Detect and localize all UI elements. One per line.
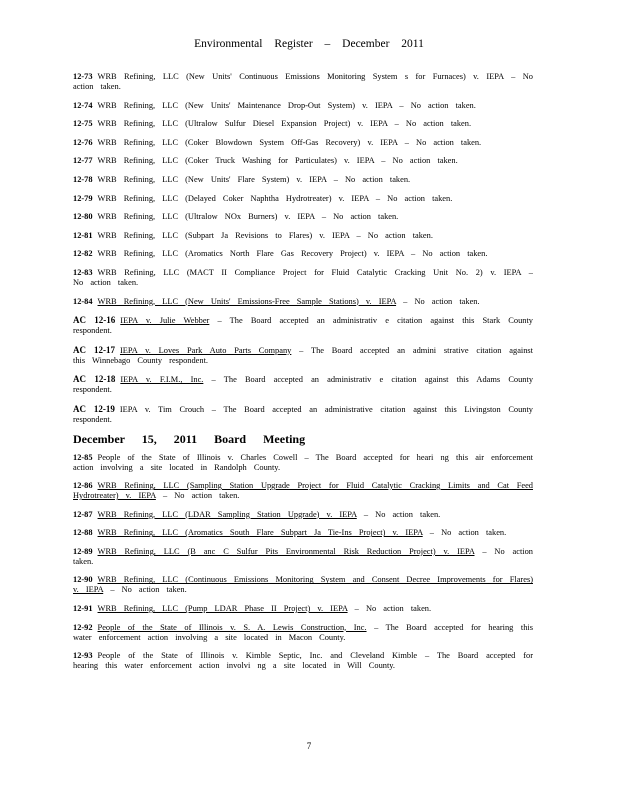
docket-number: 12-78: [73, 174, 93, 184]
docket-number: 12-90: [73, 575, 93, 585]
case-caption: WRB Refining, LLC (B anc C Sulfur Pits Environmental Risk Reduction Project) v. IEPA: [97, 546, 475, 556]
docket-number: 12-75: [73, 119, 93, 129]
docket-number: 12-77: [73, 156, 93, 166]
case-caption: IEPA v. F.I.M., Inc.: [120, 375, 204, 385]
docket-entry: [73, 119, 533, 129]
docket-entry: [73, 249, 533, 259]
entry-text: WRB Refining, LLC (Ultralow NOx Burners) v. IEPA – No action taken.: [97, 212, 399, 222]
docket-number: 12-79: [73, 193, 93, 203]
case-caption: WRB Refining, LLC (Aromatics South Flare Subpart Ja Tie-Ins Project) v. IEPA: [97, 528, 423, 538]
docket-entry: [73, 481, 533, 501]
entry-text: – No action taken.: [103, 585, 187, 595]
docket-entry: [73, 212, 533, 222]
docket-entry: [73, 651, 533, 671]
docket-number: 12-93: [73, 651, 93, 661]
entry-text: WRB Refining, LLC (New Units' Maintenance Drop-Out System) v. IEPA – No action taken.: [97, 100, 476, 110]
docket-number: AC 12-18: [73, 374, 116, 385]
docket-entry: [73, 231, 533, 241]
docket-number: 12-83: [73, 267, 93, 277]
entry-text: – No action taken.: [347, 604, 432, 614]
docket-number: 12-88: [73, 528, 93, 538]
docket-number: 12-91: [73, 604, 93, 614]
docket-number: 12-76: [73, 137, 93, 147]
docket-number: 12-86: [73, 481, 93, 491]
entry-text: – No action taken.: [73, 546, 533, 566]
docket-number: 12-84: [73, 296, 93, 306]
docket-entry: [73, 72, 533, 92]
docket-number: 12-92: [73, 622, 93, 632]
entry-text: WRB Refining, LLC (Delayed Coker Naphtha Hydrotreater) v. IEPA – No action taken.: [97, 193, 453, 203]
entry-text: WRB Refining, LLC (New Units' Flare System) v. IEPA – No action taken.: [97, 174, 411, 184]
docket-entry: [73, 604, 533, 614]
entry-text: WRB Refining, LLC (Ultralow Sulfur Diesel Expansion Project) v. IEPA – No action taken.: [97, 119, 472, 129]
docket-entry: [73, 623, 533, 643]
docket-number: 12-82: [73, 249, 93, 259]
docket-entry: [73, 297, 533, 307]
entry-text: – The Board accepted an administrativ e citation against this Stark County respondent.: [73, 316, 533, 336]
entry-text: IEPA v. Tim Crouch – The Board accepted an administrative citation against this Livingston County respondent.: [73, 404, 533, 424]
docket-entry: [73, 453, 533, 473]
docket-entry: [73, 528, 533, 538]
docket-entry: [73, 345, 533, 366]
docket-entry: [73, 268, 533, 288]
docket-entry: [73, 575, 533, 595]
case-caption: WRB Refining, LLC (Pump LDAR Phase II Project) v. IEPA: [97, 604, 348, 614]
page-header: Environmental Register – December 2011: [194, 38, 424, 50]
entry-text: WRB Refining, LLC (Subpart Ja Revisions to Flares) v. IEPA – No action taken.: [97, 230, 433, 240]
entries-bottom: [73, 453, 533, 672]
docket-entry: [73, 194, 533, 204]
docket-number: 12-87: [73, 509, 93, 519]
entry-text: – No action taken.: [396, 296, 480, 306]
docket-number: 12-73: [73, 72, 93, 81]
entry-text: WRB Refining, LLC (MACT II Compliance Project for Fluid Catalytic Cracking Unit No. 2) v. IEPA – No action taken.: [73, 267, 533, 287]
docket-number: 12-85: [73, 452, 93, 462]
docket-entry: [73, 175, 533, 185]
docket-number: 12-89: [73, 546, 93, 556]
docket-entry: [73, 101, 533, 111]
docket-entry: [73, 315, 533, 336]
case-caption: IEPA v. Julie Webber: [120, 316, 210, 326]
document-body: [73, 72, 533, 680]
case-caption: IEPA v. Loves Park Auto Parts Company: [119, 345, 292, 355]
entry-text: People of the State of Illinois v. Charles Cowell – The Board accepted for heari ng this air enforcement action involving a site located in Randolph County.: [73, 452, 533, 472]
entry-text: – The Board accepted for hearing this water enforcement action involving a site located in Macon County.: [73, 622, 533, 642]
entries-top: [73, 72, 533, 425]
docket-number: 12-74: [73, 100, 93, 110]
docket-entry: [73, 510, 533, 520]
entry-text: WRB Refining, LLC (Coker Blowdown System Off-Gas Recovery) v. IEPA – No action taken.: [97, 137, 482, 147]
docket-number: 12-80: [73, 212, 93, 222]
docket-entry: [73, 547, 533, 567]
case-caption: People of the State of Illinois v. S. A. Lewis Construction, Inc.: [97, 622, 367, 632]
entry-text: – No action taken.: [422, 528, 507, 538]
docket-number: AC 12-17: [73, 344, 115, 355]
docket-number: AC 12-19: [73, 403, 115, 414]
entry-text: WRB Refining, LLC (Aromatics North Flare Gas Recovery Project) v. IEPA – No action taken.: [97, 249, 488, 259]
entry-text: – No action taken.: [356, 509, 441, 519]
case-caption: WRB Refining, LLC (New Units' Emissions-Free Sample Stations) v. IEPA: [97, 296, 397, 306]
case-caption: WRB Refining, LLC (LDAR Sampling Station Upgrade) v. IEPA: [97, 509, 357, 519]
docket-entry: [73, 374, 533, 395]
docket-entry: [73, 404, 533, 425]
entry-text: People of the State of Illinois v. Kimble Septic, Inc. and Cleveland Kimble – The Board accepted for hearing this water enforcement action involvi ng a site located in Will County.: [73, 651, 533, 671]
entry-text: – The Board accepted an admini strative citation against this Winnebago County respondent.: [73, 345, 534, 365]
docket-number: AC 12-16: [73, 315, 116, 326]
docket-number: 12-81: [73, 230, 93, 240]
docket-entry: [73, 156, 533, 166]
entry-text: – No action taken.: [155, 491, 240, 501]
page-number: 7: [306, 741, 312, 751]
case-caption: WRB Refining, LLC (Continuous Emissions Monitoring System and Consent Decree Improvements for Flares) v. IEPA: [73, 575, 533, 595]
entry-text: – The Board accepted an administrativ e citation against this Adams County respondent.: [73, 375, 534, 395]
section-heading: December 15, 2011 Board Meeting: [73, 431, 306, 446]
case-caption: WRB Refining, LLC (Sampling Station Upgrade Project for Fluid Catalytic Cracking Limits and Cat Feed Hydrotreater) v. IEPA: [73, 481, 533, 501]
entry-text: WRB Refining, LLC (New Units' Continuous Emissions Monitoring System s for Furnaces) v. IEPA – No action taken.: [73, 72, 533, 91]
entry-text: WRB Refining, LLC (Coker Truck Washing for Particulates) v. IEPA – No action taken.: [97, 156, 458, 166]
docket-entry: [73, 138, 533, 148]
